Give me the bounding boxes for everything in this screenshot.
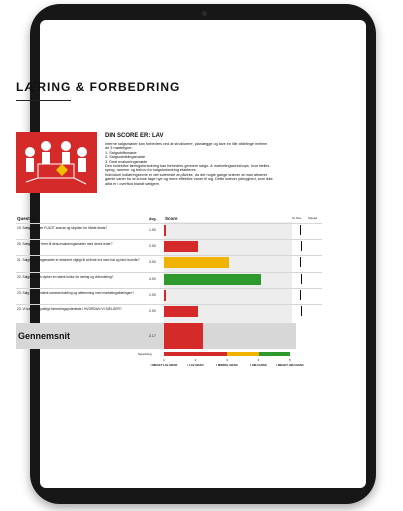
row-divider (16, 288, 322, 289)
question-text: 23. Vi har et betydeligt forbedringspotentiale i HVORDAN VI SÆLGER? (17, 307, 122, 311)
scale-tick: 4 (257, 358, 260, 362)
row-divider (16, 272, 322, 273)
score-bar (164, 290, 166, 301)
scale-label: I MEGET LAV GRAD (150, 363, 178, 367)
question-header: Question (17, 216, 37, 221)
spread-label: Spredning (138, 352, 152, 356)
scale-segment (164, 352, 196, 356)
title-underline (16, 100, 71, 101)
average-bar (164, 323, 203, 349)
camera-icon (202, 11, 207, 16)
avg-header: Avg. (149, 217, 157, 221)
score-bar (164, 306, 198, 317)
score-description (105, 142, 320, 186)
scale-tick: 1 (163, 358, 165, 362)
spread-marker (301, 274, 302, 284)
question-text: 21. Salgsudviklingsmøder er ekstremt vigtigt til at finde ind med hat og fast hvornår? (17, 258, 140, 263)
row-divider (16, 255, 322, 256)
scale-segment (196, 352, 228, 356)
spread-marker (300, 290, 301, 300)
body-line: Individuel indlæringsevne er det sværeste at påvirke, da det nogle gange kræver at man afnærer (105, 172, 268, 177)
question-text: 22. Salgslederen dyrker en stærk kultur for læring og videndeling? (17, 274, 114, 279)
score-bar (164, 274, 261, 285)
meeting-illustration (16, 132, 97, 193)
spread-marker (301, 306, 302, 316)
body-line: altid er i overflod blandt sælgere. (105, 181, 161, 186)
avg-value: 1.00 (149, 228, 156, 232)
scale-label: I HØJ GRAD (250, 363, 267, 367)
scale-label: I MEGET HØJ GRAD (276, 363, 304, 367)
row-divider (16, 239, 322, 240)
body-line: Den kollektive læringsforankring kan forbedres gennem salgs- & marketingworkshops, hvor fælles (105, 164, 270, 169)
scale-label: I MIDDEL GRAD (216, 363, 238, 367)
page-title: LÆRING & FORBEDRING (16, 80, 181, 94)
question-text: 20. Sælgere ser frem til deal-evalueringsmøder med deres leder? (17, 242, 113, 247)
score-heading: DIN SCORE ER: LAV (105, 133, 164, 139)
spread-marker (301, 241, 302, 251)
body-line: 1. Salgsdriftsmøde (105, 150, 137, 155)
avg-value: 3.00 (149, 260, 156, 265)
average-label: Gennemsnit (18, 331, 71, 341)
avg-value: 4.00 (149, 276, 156, 281)
question-text: 23. Salg har en stærk sammenkobling og afstemning med marketingafdelingen? (17, 290, 134, 295)
question-text: 19. Sælgere tager FULDT ansvar og skylden for hårde deals? (17, 226, 108, 230)
score-bar (164, 225, 166, 236)
body-line: sprog, rammer og behov for salgsforbedring etableres. (105, 168, 197, 173)
scale-tick: 5 (289, 358, 291, 362)
row-divider (16, 223, 322, 224)
row-divider (16, 304, 322, 305)
scale-tick: 2 (194, 358, 197, 362)
body-line: 3. Deal evalueringsmøde (105, 159, 148, 164)
scale-tick: 3 (226, 358, 228, 362)
avg-value: 2.00 (149, 244, 156, 249)
spread-marker (300, 225, 301, 235)
body-line: gamle vaner for at kunne tage nye og mere effektive vaner til sig. Dette kræver ydmyghed, som ikke (105, 177, 273, 182)
avg-value: 2.00 (149, 309, 156, 313)
body-line: Interne salgsmøder kan forbedres ved at strukturere, planlægge og lave en lille afdelinge mellem (105, 142, 268, 146)
scale-segment (227, 352, 259, 356)
scale-segment (259, 352, 291, 356)
score-header: Score (165, 216, 178, 221)
scale-label: I LAV GRAD (187, 363, 204, 367)
score-bar (164, 257, 229, 268)
score-bar (164, 241, 198, 252)
avg-value: 1.00 (149, 292, 156, 297)
average-value: 2.17 (149, 334, 156, 338)
std-dev-header: St. Dev. (292, 216, 302, 220)
body-line: 2. Salgsudviklingsmøde (105, 155, 146, 160)
spread-marker (300, 257, 301, 267)
spread-header: Spread (308, 216, 318, 220)
body-line: de 3 mødetyper: (105, 146, 133, 151)
